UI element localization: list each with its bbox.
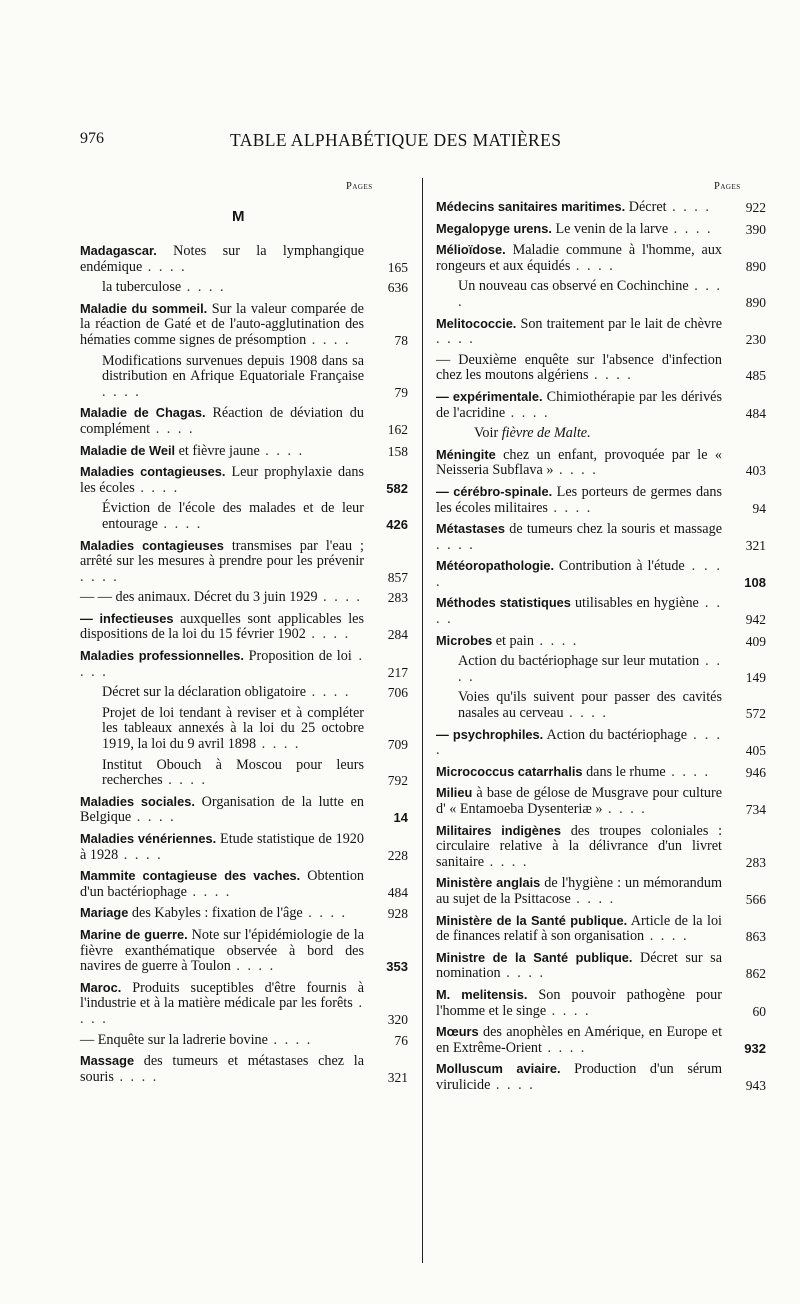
entry-description: et pain <box>495 632 534 649</box>
entry-description: Production d'un sérum virulicide <box>436 1061 722 1093</box>
index-entry <box>436 1061 766 1093</box>
entry-description: Produits suceptibles d'être fournis à l'industrie et à la matière médicale par les forêts <box>80 979 364 1012</box>
leader-dots: . . . . <box>602 801 647 817</box>
entry-page-number: 409 <box>745 633 766 649</box>
leader-dots: . . . . <box>588 367 633 384</box>
leader-dots: . . . . <box>666 199 711 215</box>
entry-description: Modifications survenues depuis 1908 dans sa distribution en Afrique Equatoriale Française <box>102 352 364 385</box>
entry-heading: Méthodes statistiques <box>436 595 571 611</box>
leader-dots: . . . . <box>484 853 529 870</box>
entry-page-number: 485 <box>745 368 766 384</box>
entry-description: des tumeurs et métastases chez la souris <box>80 1053 364 1085</box>
entry-page-number: 14 <box>393 810 408 826</box>
entry-page-number: 228 <box>387 847 408 863</box>
leader-dots: . . . . <box>131 809 176 826</box>
entry-page-number: 60 <box>752 1003 766 1019</box>
entry-heading: Maladies vénériennes. <box>80 831 217 846</box>
entry-heading: Maladies contagieuses <box>80 537 224 553</box>
entry-page-number: 566 <box>745 891 766 907</box>
entry-page-number: 76 <box>394 1032 408 1048</box>
leader-dots: . . . . <box>490 1076 535 1093</box>
index-entry <box>80 648 408 680</box>
leader-dots: . . . . <box>570 890 616 907</box>
entry-description: Obtention d'un bactériophage <box>80 868 365 900</box>
entry-text <box>436 484 766 516</box>
entry-text <box>436 950 766 982</box>
index-entry <box>80 405 408 437</box>
leader-dots: . . . . <box>80 995 364 1027</box>
index-entry <box>80 243 408 275</box>
leader-dots: . . . . <box>157 515 203 532</box>
index-entry <box>436 785 766 817</box>
entry-description: Éviction de l'école des malades et de leur entourage <box>102 500 364 532</box>
entry-heading: Maladies contagieuses. <box>80 464 226 480</box>
index-entry <box>80 354 408 401</box>
entry-page-number: 230 <box>745 332 766 348</box>
page-number: 976 <box>80 130 104 147</box>
leader-dots: . . . . <box>458 653 723 685</box>
entry-page-number: 857 <box>387 569 408 585</box>
entry-description: — Deuxième enquête sur l'absence d'infection chez les moutons algériens <box>436 351 722 384</box>
entry-heading: Micrococcus catarrhalis <box>436 763 583 779</box>
index-entry <box>436 484 766 516</box>
entry-description: auxquelles sont applicables les dispositions de la loi du 15 février 1902 <box>80 610 364 643</box>
entry-description: Organisation de la lutte en Belgique <box>80 793 364 826</box>
entry-description: Institut Obouch à Moscou pour leurs recherches <box>102 756 364 789</box>
entry-page-number: 162 <box>387 421 408 437</box>
entry-text <box>80 538 408 586</box>
entry-description: des Kabyles : fixation de l'âge <box>131 905 303 922</box>
entry-heading: Ministère anglais <box>436 875 541 891</box>
entry-page-number: 922 <box>745 200 766 215</box>
entry-page-number: 405 <box>745 743 766 759</box>
entry-text <box>80 905 408 922</box>
entry-heading: Melitococcie. <box>436 315 517 331</box>
entry-heading: — infectieuses <box>80 610 174 626</box>
entry-text <box>436 987 766 1019</box>
entry-text <box>80 443 408 460</box>
entry-text <box>436 764 766 781</box>
entry-text <box>436 316 766 348</box>
entry-text <box>80 280 408 296</box>
entry-text <box>80 927 408 975</box>
entry-page-number: 283 <box>387 590 408 606</box>
entry-heading: Ministre de la Santé publique. <box>436 949 633 965</box>
entry-heading: Mariage <box>80 905 129 921</box>
leader-dots: . . . . <box>306 684 351 701</box>
entry-text <box>436 1024 766 1056</box>
leader-dots: . . . . <box>553 462 598 479</box>
entry-description: dans le rhume <box>586 763 666 780</box>
entry-description: à base de gélose de Musgrave pour culture d' « Entamoeba Dysenteriæ » <box>436 785 723 817</box>
entry-text <box>80 706 408 753</box>
index-entry <box>80 794 408 826</box>
entry-description: Voies qu'ils suivent pour passer des cavités nasales au cerveau <box>458 689 722 722</box>
leader-dots: . . . . <box>436 536 475 553</box>
entry-description: Contribution à l'étude <box>558 558 685 575</box>
entry-page-number: 863 <box>745 929 766 945</box>
entry-description: la tuberculose <box>102 279 182 296</box>
entry-text <box>80 685 408 701</box>
leader-dots: . . . . <box>259 442 305 459</box>
leader-dots: . . . . <box>181 279 226 296</box>
entry-text <box>436 913 766 945</box>
index-entry <box>80 905 408 922</box>
leader-dots: . . . . <box>317 589 362 606</box>
entry-page-number: 709 <box>387 737 408 753</box>
entry-description: transmises par l'eau ; arrêté sur les mesures à prendre pour les prévenir <box>80 537 364 570</box>
entry-description: — Enquête sur la ladrerie bovine <box>80 1031 268 1048</box>
entry-text <box>80 590 408 606</box>
leader-dots: . . . . <box>644 928 689 945</box>
entry-page-number: 572 <box>745 706 766 722</box>
entry-page-number: 862 <box>745 966 766 982</box>
entry-page-number: 928 <box>387 906 408 922</box>
entry-text <box>80 243 408 275</box>
entry-description: Proposition de loi <box>248 648 352 665</box>
entry-page-number: 734 <box>745 802 766 817</box>
entry-text <box>436 521 766 553</box>
index-entry <box>436 727 766 759</box>
index-entry <box>436 316 766 348</box>
index-entry <box>436 199 766 216</box>
entry-heading: Mammite contagieuse des vaches. <box>80 868 301 884</box>
entry-page-number: 426 <box>386 516 408 532</box>
entry-page-number: 108 <box>744 574 766 590</box>
entry-page-number: 484 <box>387 884 408 900</box>
entry-description: — — des animaux. Décret du 3 juin 1929 <box>80 589 318 606</box>
leader-dots: . . . . <box>436 558 723 590</box>
index-entry <box>80 685 408 701</box>
entry-text <box>80 1053 408 1085</box>
entry-description: Les porteurs de germes dans les écoles militaires <box>436 483 723 516</box>
entry-text <box>80 980 408 1028</box>
leader-dots: . . . . <box>230 958 276 975</box>
index-entry <box>436 633 766 650</box>
leader-dots: . . . . <box>150 420 195 437</box>
leader-dots: . . . . <box>305 626 351 643</box>
leader-dots: . . . . <box>102 383 141 400</box>
entry-description: des troupes coloniales : circulaire relative à la délivrance d'un livret sanitaire <box>436 822 723 870</box>
entry-text <box>436 353 766 384</box>
index-entry <box>80 590 408 606</box>
entry-text <box>80 758 408 789</box>
entry-description: de tumeurs chez la souris et massage <box>509 521 723 538</box>
entry-page-number: 942 <box>745 612 766 628</box>
entry-heading: Massage <box>80 1053 135 1069</box>
entry-description: Son pouvoir pathogène pour l'homme et le singe <box>436 986 722 1019</box>
index-entry <box>80 301 408 349</box>
leader-dots: . . . . <box>668 220 713 237</box>
entry-page-number: 582 <box>386 480 408 496</box>
see-also-target: fièvre de Malte. <box>501 425 591 442</box>
entry-text <box>436 727 766 759</box>
entry-heading: Ministère de la Santé publique. <box>436 912 628 928</box>
leader-dots: . . . . <box>302 905 348 922</box>
entry-page-number: 158 <box>387 443 408 459</box>
entry-heading: — psychrophiles. <box>436 726 544 742</box>
index-entry <box>80 1033 408 1049</box>
leader-dots: . . . . <box>533 632 579 649</box>
entry-text <box>80 794 408 826</box>
entry-text <box>80 301 408 349</box>
entry-heading: Médecins sanitaires maritimes. <box>436 199 626 214</box>
entry-text <box>436 447 766 479</box>
entry-description: Décret <box>628 199 667 215</box>
see-also-reference <box>436 426 766 442</box>
index-entry <box>436 389 766 421</box>
entry-heading: Métastases <box>436 521 506 537</box>
entry-description: utilisables en hygiène <box>574 595 699 612</box>
entry-text <box>436 1061 766 1093</box>
entry-description: et fièvre jaune <box>178 442 260 459</box>
entry-text <box>80 611 408 643</box>
entry-description: Un nouveau cas observé en Cochinchine <box>458 278 689 295</box>
leader-dots: . . . . <box>436 331 475 348</box>
entry-heading: — expérimentale. <box>436 388 543 404</box>
index-entry <box>80 868 408 900</box>
entry-heading: Madagascar. <box>80 243 157 258</box>
entry-text <box>436 221 766 238</box>
entry-heading: Mélioïdose. <box>436 242 506 258</box>
leader-dots: . . . . <box>118 846 163 863</box>
index-column-right <box>436 199 766 1099</box>
entry-heading: Militaires indigènes <box>436 822 561 838</box>
index-entry <box>436 950 766 982</box>
entry-description: Décret sur la déclaration obligatoire <box>102 684 307 701</box>
entry-text <box>436 595 766 627</box>
index-entry <box>436 558 766 590</box>
leader-dots: . . . . <box>134 479 180 496</box>
leader-dots: . . . . <box>162 772 208 789</box>
entry-description: Sur la valeur comparée de la réaction de Gaté et de l'auto-agglutination des hématies comme signes de présomption <box>80 300 364 348</box>
index-entry <box>436 764 766 781</box>
index-entry <box>436 654 766 685</box>
entry-description: chez un enfant, provoquée par le « Neisseria Subflava » <box>436 446 723 479</box>
leader-dots: . . . . <box>500 965 546 982</box>
leader-dots: . . . . <box>458 278 722 310</box>
entry-page-number: 946 <box>745 764 766 780</box>
running-head-title: TABLE ALPHABÉTIQUE DES MATIÈRES <box>230 130 562 150</box>
entry-heading: Météoropathologie. <box>436 558 555 574</box>
index-entry <box>436 353 766 384</box>
index-entry <box>80 831 408 863</box>
entry-heading: Maladies sociales. <box>80 793 195 809</box>
entry-description: Projet de loi tendant à reviser et à compléter les tableaux annexés à la loi du 25 octobre 1919, la loi du 9 avril 1898 <box>102 704 364 753</box>
index-entry <box>80 443 408 460</box>
pages-header-left: Pages <box>346 181 373 192</box>
leader-dots: . . . . <box>80 648 364 680</box>
entry-page-number: 403 <box>745 463 766 479</box>
entry-description: Son traitement par le lait de chèvre <box>520 315 723 332</box>
index-entry <box>80 464 408 496</box>
index-entry <box>436 595 766 627</box>
entry-text <box>436 690 766 721</box>
index-entry <box>80 706 408 753</box>
entry-text <box>436 654 766 685</box>
index-entry <box>436 913 766 945</box>
pages-header-right: Pages <box>714 181 741 192</box>
entry-page-number: 217 <box>387 664 408 680</box>
index-entry <box>80 611 408 643</box>
leader-dots: . . . . <box>436 726 722 759</box>
entry-text <box>80 868 408 900</box>
entry-heading: Microbes <box>436 632 493 648</box>
index-entry <box>436 242 766 274</box>
entry-description: de l'hygiène : un mémorandum au sujet de la Psittacose <box>436 875 722 907</box>
entry-page-number: 932 <box>744 1040 766 1056</box>
leader-dots: . . . . <box>563 705 608 722</box>
entry-text <box>80 501 408 532</box>
leader-dots: . . . . <box>665 763 711 780</box>
entry-page-number: 890 <box>745 258 766 274</box>
entry-page-number: 94 <box>752 500 766 516</box>
index-entry <box>80 1053 408 1085</box>
entry-description: Réaction de déviation du complément <box>80 405 364 437</box>
entry-heading: Mœurs <box>436 1024 479 1040</box>
leader-dots: . . . . <box>186 883 232 900</box>
entry-heading: Molluscum aviaire. <box>436 1061 561 1077</box>
entry-page-number: 165 <box>387 259 408 275</box>
index-entry <box>436 690 766 721</box>
index-entry <box>80 280 408 296</box>
entry-text <box>436 279 766 310</box>
entry-description: Décret sur sa nomination <box>436 949 722 982</box>
entry-text <box>80 464 408 496</box>
index-entry <box>436 521 766 553</box>
entry-text <box>80 1033 408 1049</box>
index-entry <box>436 823 766 871</box>
entry-heading: Méningite <box>436 446 496 462</box>
entry-description: Note sur l'épidémiologie de la fièvre exanthématique observée à bord des navires de guerre à Toulon <box>80 926 364 975</box>
entry-text <box>80 831 408 863</box>
entry-page-number: 320 <box>387 1011 408 1027</box>
entry-text <box>436 633 766 650</box>
entry-heading: — cérébro-spinale. <box>436 483 553 499</box>
entry-page-number: 390 <box>745 221 766 237</box>
entry-text <box>80 354 408 401</box>
entry-description: Action du bactériophage sur leur mutation <box>458 653 700 670</box>
leader-dots: . . . . <box>570 257 615 274</box>
entry-heading: Maladie de Chagas. <box>80 405 206 421</box>
entry-page-number: 149 <box>745 669 766 685</box>
entry-page-number: 706 <box>387 685 408 701</box>
section-letter: M <box>232 208 245 225</box>
entry-page-number: 79 <box>394 384 408 400</box>
index-entry <box>80 501 408 532</box>
entry-heading: Maladie de Weil <box>80 442 176 458</box>
index-entry <box>80 758 408 789</box>
entry-description: Chimiothérapie par les dérivés de l'acridine <box>436 388 722 421</box>
index-entry <box>436 987 766 1019</box>
entry-description: Article de la loi de finances relatif à son organisation <box>436 912 722 945</box>
entry-description: Le venin de la larve <box>555 220 669 237</box>
index-entry <box>80 927 408 975</box>
entry-text <box>80 648 408 680</box>
index-entry <box>436 1024 766 1056</box>
entry-heading: M. melitensis. <box>436 986 528 1002</box>
entry-description: Maladie commune à l'homme, aux rongeurs et aux équidés <box>436 242 723 274</box>
index-entry <box>80 538 408 586</box>
entry-heading: Maladies professionnelles. <box>80 648 244 664</box>
entry-text <box>436 875 766 907</box>
index-entry <box>436 221 766 238</box>
leader-dots: . . . . <box>113 1068 159 1085</box>
entry-heading: Maroc. <box>80 979 122 995</box>
entry-description: Action du bactériophage <box>546 726 688 743</box>
entry-page-number: 943 <box>745 1077 766 1093</box>
leader-dots: . . . . <box>436 595 723 628</box>
entry-text <box>436 785 766 817</box>
index-entry <box>80 980 408 1028</box>
entry-text <box>436 389 766 421</box>
entry-page-number: 353 <box>386 959 408 975</box>
entry-text <box>436 242 766 274</box>
entry-description: Notes sur la lymphangique endémique <box>80 243 364 275</box>
index-column-left <box>80 243 408 1090</box>
leader-dots: . . . . <box>256 736 301 753</box>
entry-text <box>436 558 766 590</box>
entry-text <box>436 823 766 871</box>
entry-text <box>80 405 408 437</box>
entry-description: des anophèles en Amérique, en Europe et en Extrême-Orient <box>436 1024 723 1056</box>
entry-page-number: 792 <box>387 773 408 789</box>
entry-page-number: 890 <box>745 294 766 310</box>
index-entry <box>436 279 766 310</box>
entry-heading: Milieu <box>436 785 473 801</box>
leader-dots: . . . . <box>306 331 351 348</box>
index-entry <box>436 447 766 479</box>
entry-page-number: 78 <box>394 332 408 348</box>
leader-dots: . . . . <box>267 1031 313 1048</box>
leader-dots: . . . . <box>547 499 593 516</box>
leader-dots: . . . . <box>80 568 119 585</box>
entry-description: Leur prophylaxie dans les écoles <box>80 464 365 496</box>
see-also-prefix: Voir <box>474 425 502 442</box>
entry-page-number: 284 <box>387 627 408 643</box>
column-divider <box>422 178 423 1263</box>
entry-page-number: 636 <box>387 280 408 296</box>
leader-dots: . . . . <box>505 404 550 421</box>
leader-dots: . . . . <box>142 258 187 275</box>
leader-dots: . . . . <box>541 1039 587 1056</box>
entry-page-number: 321 <box>387 1069 408 1085</box>
entry-heading: Megalopyge urens. <box>436 220 552 236</box>
leader-dots: . . . . <box>546 1002 591 1019</box>
entry-text <box>436 199 766 216</box>
entry-page-number: 321 <box>745 537 766 553</box>
entry-heading: Marine de guerre. <box>80 926 188 942</box>
entry-page-number: 283 <box>745 854 766 870</box>
entry-page-number: 484 <box>745 405 766 421</box>
entry-description: Etude statistique de 1920 à 1928 <box>80 831 364 863</box>
index-entry <box>436 875 766 907</box>
entry-heading: Maladie du sommeil. <box>80 300 208 316</box>
